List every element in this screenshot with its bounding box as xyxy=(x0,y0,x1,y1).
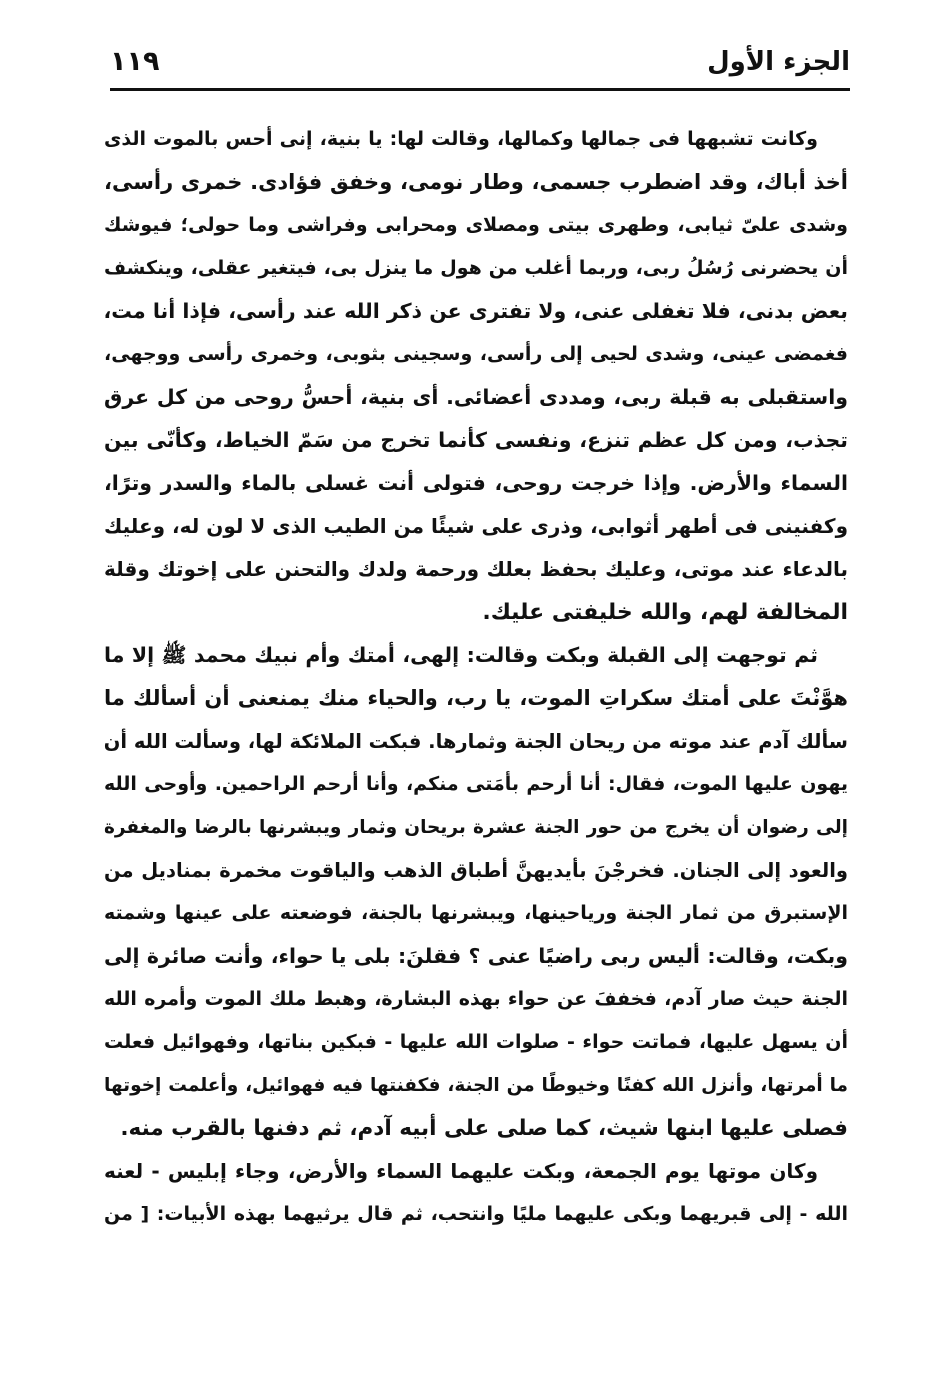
text-line: الإستبرق من ثمار الجنة ورياحينها، ويبشرنها بالجنة، فوضعته على عينها وشمته xyxy=(104,902,848,924)
text-line: والعود إلى الجنان. فخرجْنَ بأيديهنَّ أطباق الذهب والياقوت مخمرة بمناديل من xyxy=(104,859,848,882)
running-head: الجزء الأول xyxy=(707,47,850,77)
paragraph-3 xyxy=(104,1150,848,1236)
text-line: بالدعاء عند موتى، وعليك بحفظ بعلك ورحمة ولدك والتحنن على إخوتك وقلة xyxy=(104,557,848,581)
text-line: الله - إلى قبريهما وبكى عليهما مليًا وانتحب، ثم قال يرثيهما بهذه الأبيات: [ من xyxy=(104,1203,848,1225)
text-line: تجذب، ومن كل عظم تنزع، ونفسى كأنما تخرج من سَمّ الخياط، وكأنّى بين xyxy=(104,428,848,452)
text-line: السماء والأرض. وإذا خرجت روحى، فتولى أنت غسلى بالماء والسدر وترًا، xyxy=(104,471,848,495)
text-line: أن يسهل عليها، فماتت حواء - صلوات الله عليها - فبكين بناتها، وفهوائيل فعلت xyxy=(104,1031,848,1053)
text-line: أن يحضرنى رُسُلُ ربى، وربما أغلب من هول ما ينزل بى، فيتغير عقلى، وينكشف xyxy=(104,257,848,279)
paragraph-2 xyxy=(104,634,848,1150)
text-line: سألك آدم عند موته من ريحان الجنة وثمارها. فبكت الملائكة لها، وسألت الله أن xyxy=(104,730,848,753)
text-line: وكفنينى فى أطهر أثوابى، وذرى على شيئًا من الطيب الذى لا لون له، وعليك xyxy=(104,514,848,538)
text-line: إلى رضوان أن يخرج من حور الجنة عشرة بريحان وثمار ويبشرنها بالرضا والمغفرة xyxy=(104,817,848,838)
text-line: الجنة حيث صار آدم، فخففَ عن حواء بهذه البشارة، وهبط ملك الموت وأمره الله xyxy=(104,988,848,1010)
text-line: المخالفة لهم، والله خليفتى عليك. xyxy=(482,600,848,625)
text-line: وبكت، وقالت: أليس ربى راضيًا عنى ؟ فقلنَ: بلى يا حواء، وأنت صائرة إلى xyxy=(104,944,848,968)
text-line: أخذ أباك، وقد اضطرب جسمى، وطار نومى، وخفق فؤادى. خمرى رأسى، xyxy=(104,170,848,194)
page-header xyxy=(110,42,850,92)
body-text xyxy=(104,118,848,1236)
text-line: ثم توجهت إلى القبلة وبكت وقالت: إلهى، أمتك وأم نبيك محمد ﷺ إلا ما xyxy=(104,643,818,667)
text-line: وكانت تشبهها فى جمالها وكمالها، وقالت لها: يا بنية، إنى أحس بالموت الذى xyxy=(104,128,818,150)
text-line: فصلى عليها ابنها شيث، كما صلى على أبيه آدم، ثم دفنها بالقرب منه. xyxy=(120,1116,848,1141)
text-line: وكان موتها يوم الجمعة، وبكت عليهما السماء والأرض، وجاء إبليس - لعنه xyxy=(104,1159,818,1183)
text-line: ما أمرتها، وأنزل الله كفنًا وخيوطًا من الجنة، فكفنتها فيه فهوائيل، وأعلمت إخوتها xyxy=(104,1075,848,1096)
text-line: واستقبلى به قبلة ربى، ومددى أعضائى. أى بنية، أحسُّ روحى من كل عرق xyxy=(104,385,848,409)
page-number: ١١٩ xyxy=(110,46,160,77)
text-line: وشدى علىّ ثيابى، وطهرى بيتى ومصلاى ومحرابى وفراشى وما حولى؛ فيوشك xyxy=(104,214,848,236)
header-rule xyxy=(110,88,850,91)
text-line: يهون عليها الموت، فقال: أنا أرحم بأمَتى منكم، وأنا أرحم الراحمين. وأوحى الله xyxy=(104,773,848,795)
paragraph-1 xyxy=(104,118,848,634)
text-line: فغمضى عينى، وشدى لحيى إلى رأسى، وسجينى بثوبى، وخمرى رأسى ووجهى، xyxy=(104,343,848,365)
text-line: بعض بدنى، فلا تغفلى عنى، ولا تفترى عن ذكر الله عند رأسى، فإذا أنا مت، xyxy=(104,299,848,323)
text-line: هوَّنْتَ على أمتك سكراتِ الموت، يا رب، والحياء منك يمنعنى أن أسألك ما xyxy=(104,686,848,710)
